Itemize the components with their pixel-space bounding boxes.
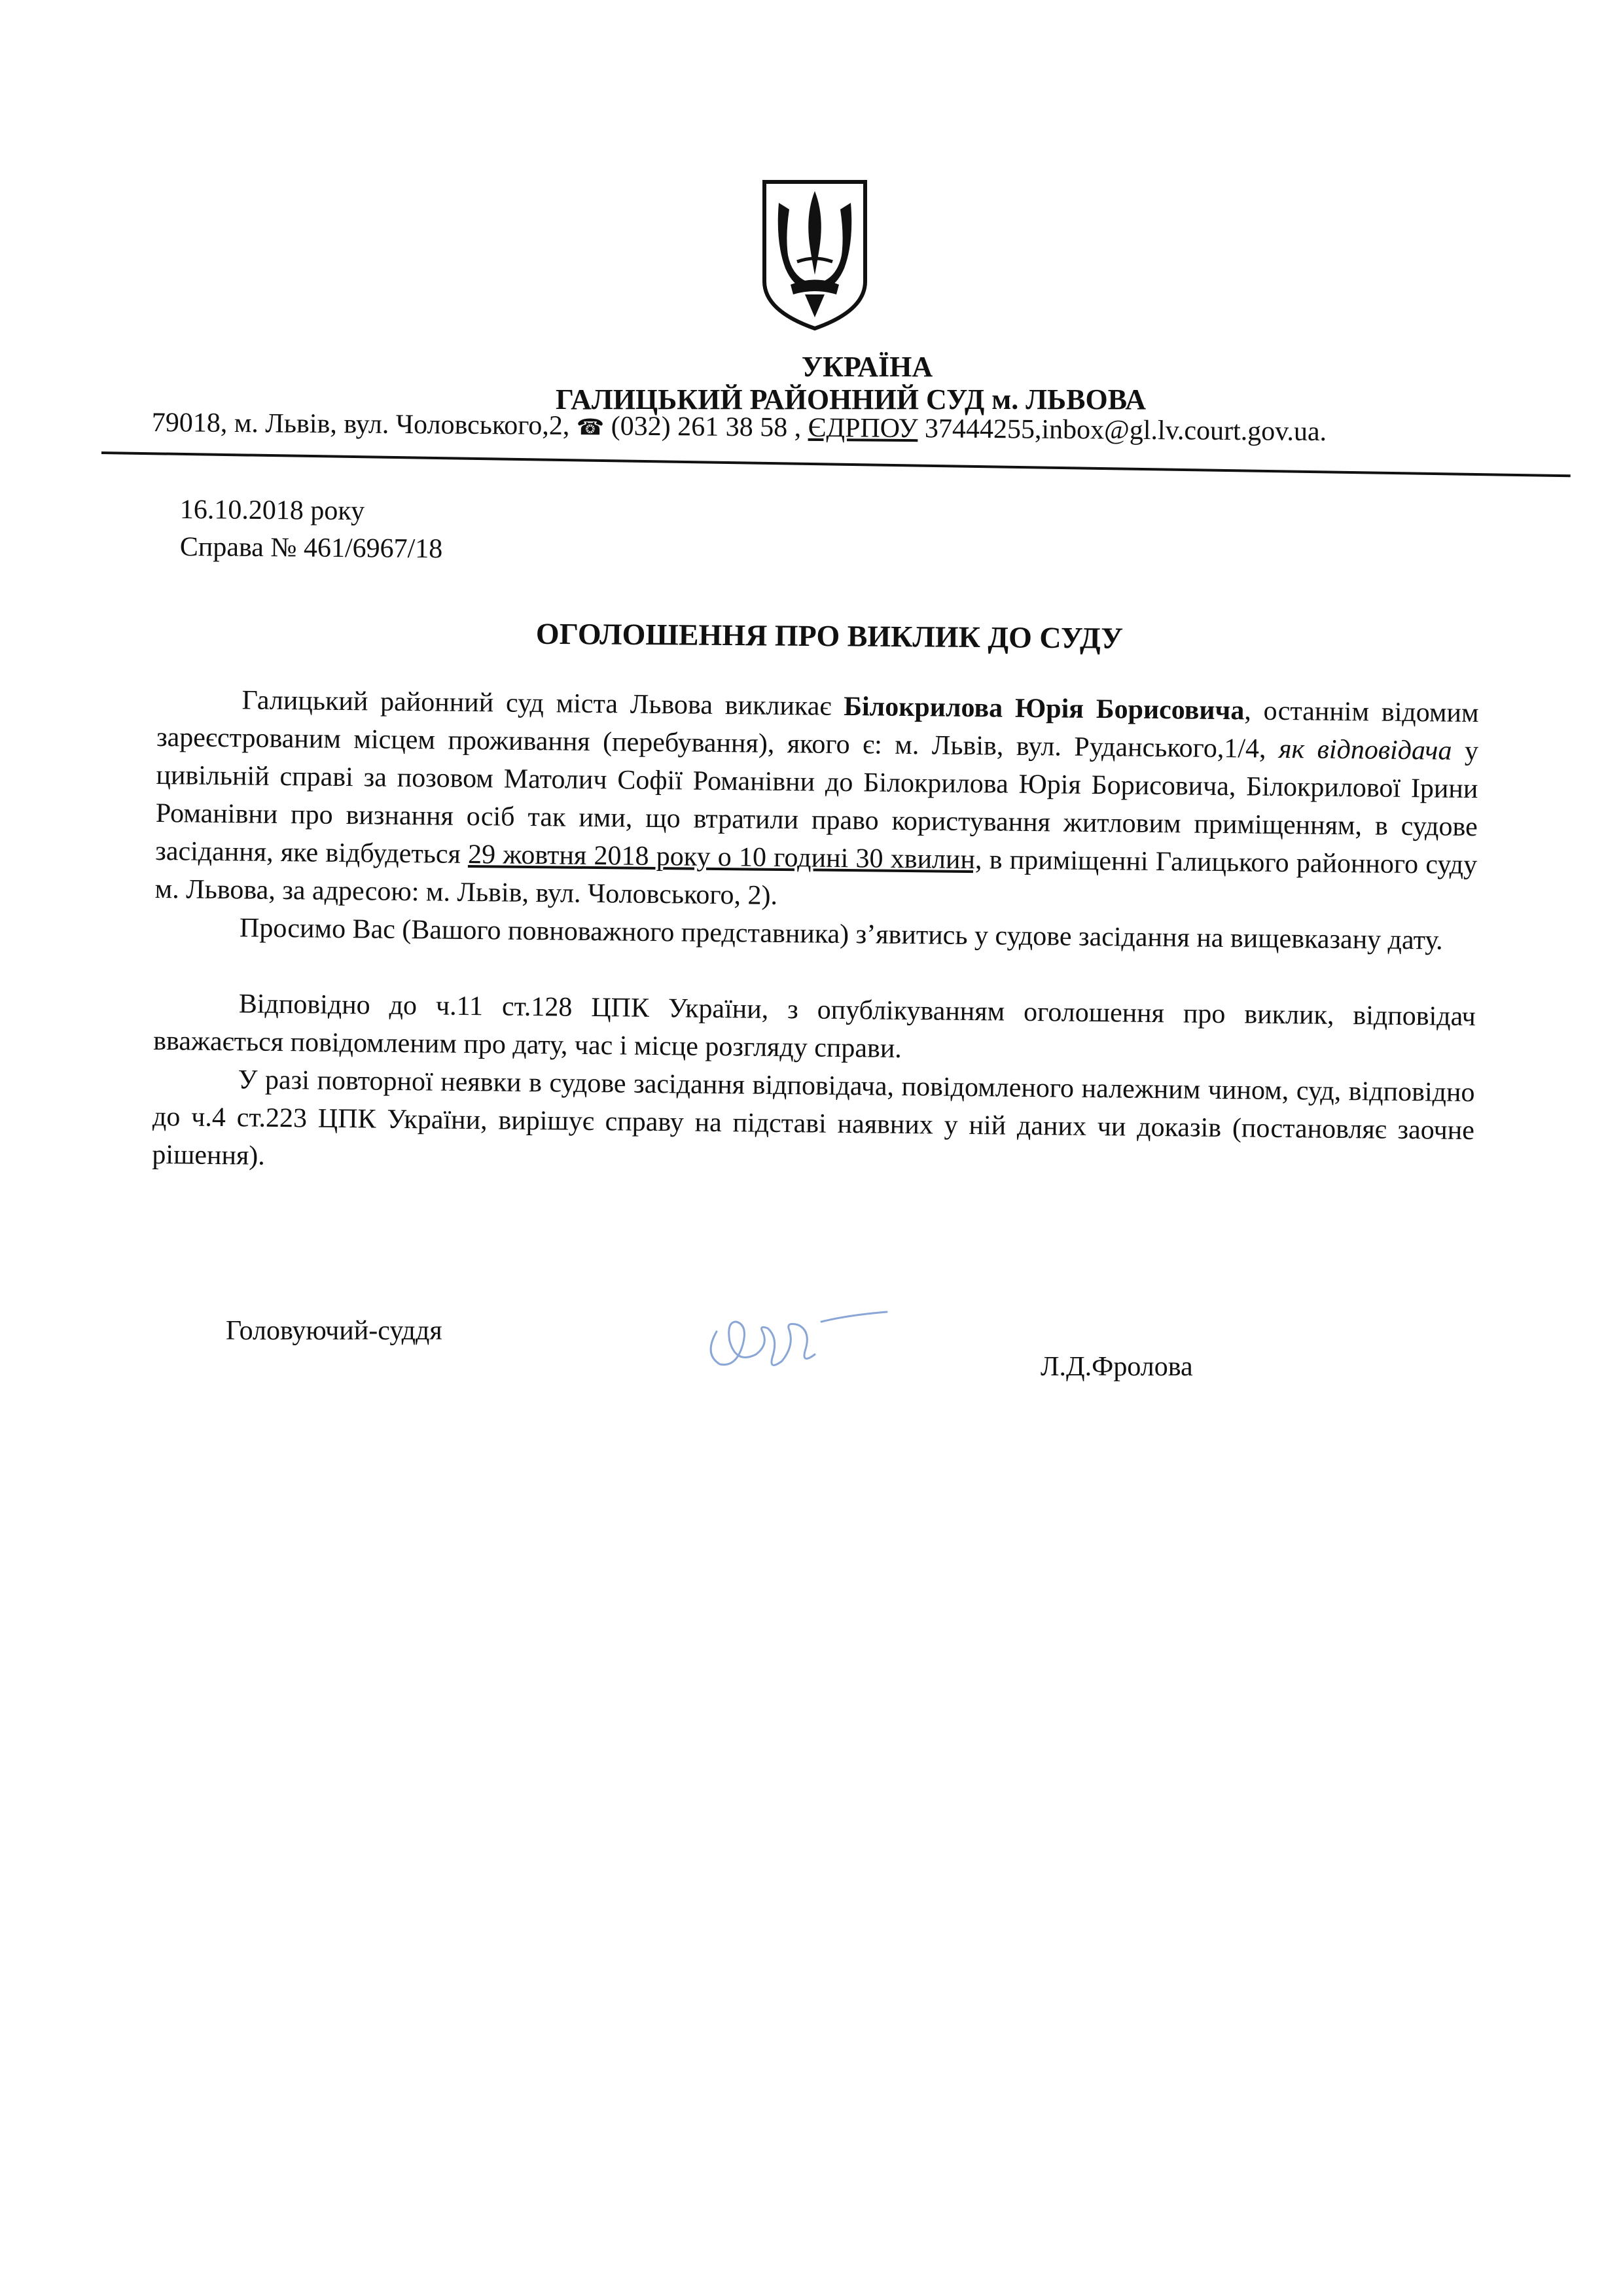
handwritten-signature	[690, 1292, 906, 1377]
document-body	[152, 680, 1479, 1188]
document-title: ОГОЛОШЕННЯ ПРО ВИКЛИК ДО СУДУ	[535, 616, 1124, 655]
paragraph-notice: Відповідно до ч.11 ст.128 ЦПК України, з опублікуванням оголошення про виклик, відповідач вважається повідомленим про дату, час і місце розгляду справи.	[152, 989, 1476, 1064]
document-date: 16.10.2018 року	[179, 494, 365, 527]
signatory-role: Головуючий-суддя	[226, 1316, 442, 1346]
case-number: Справа № 461/6967/18	[179, 531, 443, 565]
hearing-datetime: 29 жовтня 2018 року о 10 годині 30 хвилин,	[467, 839, 982, 875]
defendant-name: Білокрилова Юрія Борисовича	[843, 691, 1245, 726]
coat-of-arms-icon	[759, 177, 870, 334]
paragraph-summons: Галицький районний суд міста Львова викликає Білокрилова Юрія Борисовича, останнім відомим зареєстрованим місцем проживання (перебування), якого є: м. Львів, вул. Руданського,1/4, як відповідача у цивільній справі за позовом Матолич Софії Романівни до Білокрилова Юрія Борисовича, Білокрилової Ірини Романівни про визнання осіб так ими, що втратили право користування житловим приміщенням, в судове засідання, яке відбудеться 29 жовтня 2018 року о 10 годині 30 хвилин, в приміщенні Галицького районного суду м. Львова, за адресою: м. Львів, вул. Чоловського, 2).	[154, 685, 1479, 911]
telephone-icon: ☎	[576, 415, 605, 440]
letterhead-court-name: ГАЛИЦЬКИЙ РАЙОННИЙ СУД м. ЛЬВОВА	[555, 383, 1147, 415]
edrpou-email: 37444255,inbox@gl.lv.court.gov.ua.	[924, 414, 1327, 448]
letterhead-divider	[101, 451, 1571, 477]
paragraph-request: Просимо Вас (Вашого повноважного представника) з’явитись у судове засідання на вищевказану дату.	[239, 913, 1443, 956]
edrpou-label: ЄДРПОУ	[808, 412, 918, 444]
signatory-name: Л.Д.Фролова	[1041, 1352, 1193, 1382]
letterhead-country: УКРАЇНА	[801, 351, 933, 383]
paragraph-absence: У разі повторної неявки в судове засідання відповідача, повідомленого належним чином, суд, відповідно до ч.4 ст.223 ЦПК України, вирішує справу на підставі наявних у ній даних чи доказів (постановляє заочне рішення).	[152, 1065, 1475, 1171]
court-address: 79018, м. Львів, вул. Чоловського,2,	[151, 407, 570, 442]
defendant-role: як відповідача	[1278, 733, 1452, 766]
court-phone: (032) 261 38 58 ,	[611, 411, 802, 443]
